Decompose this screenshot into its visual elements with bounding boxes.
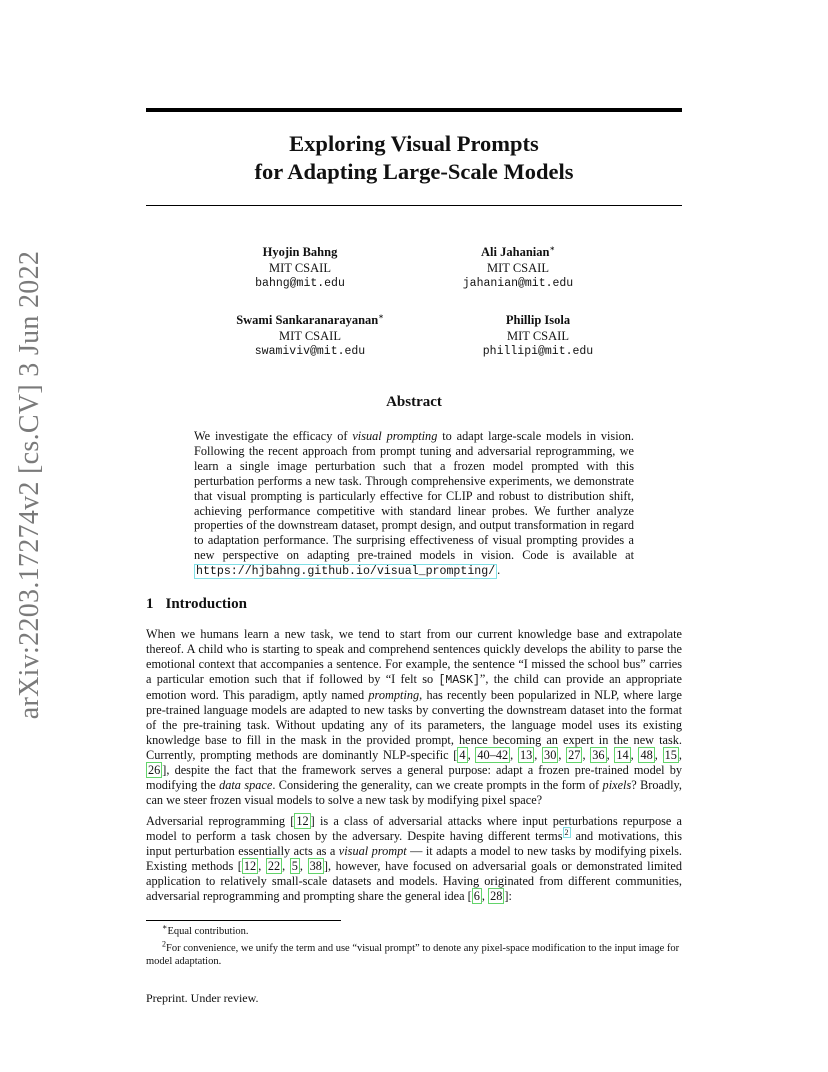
citation-link[interactable]: 12 xyxy=(243,859,257,873)
section-title: Introduction xyxy=(165,596,247,612)
citation-link[interactable]: 28 xyxy=(490,889,503,903)
citation-link[interactable]: 38 xyxy=(309,859,322,873)
footnote-rule xyxy=(146,920,341,921)
citation-link[interactable]: 30 xyxy=(544,748,557,762)
code-url-link[interactable]: https://hjbahng.github.io/visual_prompting/ xyxy=(196,565,496,579)
citation-link[interactable]: 5 xyxy=(291,859,298,873)
introduction-body xyxy=(146,627,682,910)
footnote-1: ∗Equal contribution. xyxy=(162,922,249,937)
author-affiliation: MIT CSAIL xyxy=(269,261,331,275)
author-email: phillipi@mit.edu xyxy=(482,345,594,358)
footnote-2: $^2$For convenience, we unify the term and use “visual prompt” to denote any pixel-space modification to the input image for model adaptation. xyxy=(146,939,680,967)
citation-link[interactable]: 14 xyxy=(616,748,629,762)
title-top-rule xyxy=(146,108,682,112)
intro-paragraph-1: When we humans learn a new task, we tend to start from our current knowledge base and extrapolate thereof. A child who is starting to speak and comprehend sentences quickly develops the ability to parse the emotional context that accompanies a sentence. For example, the sentence “I missed the school bus” carries a particular emotion such that if followed by “I felt so [MASK]”, the child can provide an appropriate emotion word. This paradigm, aptly named prompting, has recently been popularized in NLP, where large pre-trained language models are adapted to new tasks by converting the downstream dataset into the format of the pre-training task. Without updating any of its parameters, the language model uses its existing knowledge base to fill in the mask in the provided prompt, hence becoming an expert in the new task. Currently, prompting methods are dominantly NLP-specific [ 4 , 40–42 , 13 , 30 , 27 , 36 , 14 , 48 , 15 , 26 ], despite the fact that the framework serves a general purpose: adapt a frozen pre-trained model by modifying the data space. Considering the generality, can we create prompts in the form of pixels? Broadly, can we steer frozen visual models to solve a new task by modifying pixel space? xyxy=(146,627,683,807)
author-block-isola xyxy=(428,312,648,360)
section-heading-introduction xyxy=(146,596,247,613)
author-block-sankaranarayanan xyxy=(200,312,420,360)
citation-link[interactable]: 12 xyxy=(296,814,309,828)
author-name: Phillip Isola xyxy=(505,313,571,327)
footnotes xyxy=(146,922,682,972)
citation-link[interactable]: 15 xyxy=(664,748,677,762)
preprint-note: Preprint. Under review. xyxy=(146,991,259,1005)
author-affiliation: MIT CSAIL xyxy=(507,329,569,343)
citation-link[interactable]: 22 xyxy=(267,859,281,873)
citation-link[interactable]: 36 xyxy=(592,748,605,762)
abstract-paragraph: We investigate the efficacy of visual prompting to adapt large-scale models in vision. Following the recent approach from prompt tuning and adversarial reprogramming, we learn a single image perturbation such that a frozen model prompted with this perturbation performs a new task. Through comprehensive experiments, we demonstrate that visual prompting is particularly effective for CLIP and robust to distribution shift, achieving performance competitive with standard linear probes. We further analyze properties of the downstream dataset, prompt design, and output transformation in regard to adaptation performance. The surprising effectiveness of visual prompting provides a new perspective on adapting pre-trained models in vision. Code is available at https://hjbahng.github.io/visual_prompting/ . xyxy=(194,429,635,579)
footnote-mark-link[interactable]: 2 xyxy=(564,827,569,837)
author-affiliation: MIT CSAIL xyxy=(487,261,549,275)
author-block-bahng xyxy=(190,244,410,292)
author-name: Hyojin Bahng xyxy=(262,245,338,259)
citation-link[interactable]: 4 xyxy=(459,748,466,762)
citation-link[interactable]: 26 xyxy=(148,763,161,777)
citation-link[interactable]: 48 xyxy=(640,748,653,762)
paper-title xyxy=(146,130,682,186)
section-number: 1 xyxy=(146,596,154,612)
intro-paragraph-2: Adversarial reprogramming [ 12 ] is a class of adversarial attacks where input perturbations repurpose a model to perform a task chosen by the adversary. Despite having different terms $^2$ and motivations, this input perturbation essentially acts as a visual prompt — it adapts a model to new tasks by modifying pixels. Existing methods [ 12 , 22 , 5 , 38 ], however, have focused on adversarial goals or demonstrated limited application to relatively small-scale datasets and models. Having originated from different communities, adversarial reprogramming and prompting share the general idea [ 6 , 28 ]: xyxy=(146,814,682,903)
author-email: swamiviv@mit.edu xyxy=(254,345,366,358)
arxiv-sidebar-stamp xyxy=(2,250,58,720)
title-line-1: Exploring Visual Prompts xyxy=(289,131,539,156)
citation-link[interactable]: 6 xyxy=(473,889,480,903)
citation-link[interactable]: 27 xyxy=(568,748,581,762)
citation-link[interactable]: 13 xyxy=(519,748,533,762)
abstract-body xyxy=(194,429,634,580)
title-line-2: for Adapting Large-Scale Models xyxy=(254,159,574,184)
title-bottom-rule xyxy=(146,205,682,206)
author-name: Ali Jahanian∗ xyxy=(481,243,555,259)
arxiv-identifier: arXiv:2203.17274v2 [cs.CV] 3 Jun 2022 xyxy=(14,250,45,720)
author-affiliation: MIT CSAIL xyxy=(279,329,341,343)
citation-link[interactable]: 40–42 xyxy=(477,748,509,762)
author-name: Swami Sankaranarayanan∗ xyxy=(236,311,384,327)
author-email: jahanian@mit.edu xyxy=(462,277,574,290)
abstract-heading: Abstract xyxy=(386,394,442,410)
author-block-jahanian xyxy=(408,244,628,292)
author-email: bahng@mit.edu xyxy=(255,277,345,290)
